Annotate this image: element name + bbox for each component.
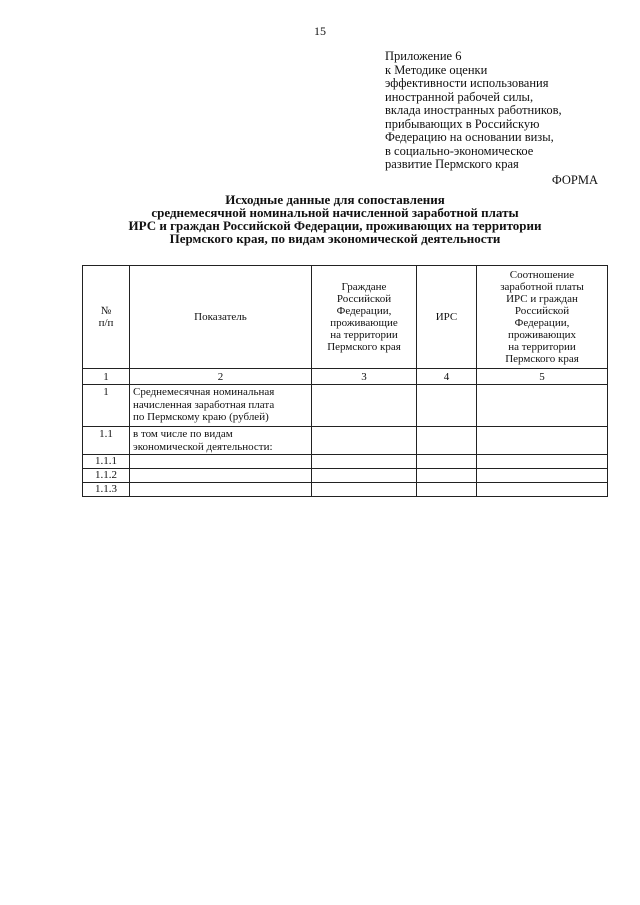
- column-number: 1: [83, 369, 130, 385]
- row-number: 1.1.1: [83, 455, 130, 469]
- row-indicator: в том числе по видам экономической деятельности:: [130, 427, 312, 455]
- cell-irs: [417, 385, 477, 427]
- appendix-line: Приложение 6: [385, 49, 462, 63]
- cell-irs: [417, 427, 477, 455]
- appendix-line: прибывающих в Российскую: [385, 116, 540, 131]
- page-number: 15: [314, 24, 326, 38]
- cell-citizens: [312, 483, 417, 497]
- row-indicator: Среднемесячная номинальная начисленная заработная плата по Пермскому краю (рублей): [130, 385, 312, 427]
- title-line: среднемесячной номинальной начисленной заработной платы: [151, 205, 519, 220]
- header-citizens: Граждане Российской Федерации, проживающие на территории Пермского края: [312, 266, 417, 369]
- cell-ratio: [477, 385, 608, 427]
- row-number: 1.1.2: [83, 469, 130, 483]
- cell-ratio: [477, 469, 608, 483]
- form-label: ФОРМА: [551, 173, 598, 187]
- cell-ratio: [477, 483, 608, 497]
- appendix-line: Федерацию на основании визы,: [385, 130, 554, 144]
- cell-ratio: [477, 427, 608, 455]
- cell-irs: [417, 469, 477, 483]
- table-row: [83, 455, 608, 469]
- column-number: 5: [477, 369, 608, 385]
- appendix-line: вклада иностранных работников,: [385, 103, 562, 117]
- header-irs: ИРС: [417, 266, 477, 369]
- cell-citizens: [312, 427, 417, 455]
- title-line: Пермского края, по видам экономической деятельности: [169, 231, 501, 246]
- title-line: ИРС и граждан Российской Федерации, проживающих на территории: [128, 218, 542, 233]
- cell-ratio: [477, 455, 608, 469]
- title-line: Исходные данные для сопоставления: [225, 192, 445, 207]
- header-indicator: Показатель: [130, 266, 312, 369]
- cell-irs: [417, 455, 477, 469]
- cell-citizens: [312, 385, 417, 427]
- column-number-row: [83, 369, 608, 385]
- table-row: [83, 427, 608, 455]
- appendix-line: к Методике оценки: [385, 62, 488, 77]
- data-table: [82, 265, 608, 497]
- column-number: 4: [417, 369, 477, 385]
- column-number: 3: [312, 369, 417, 385]
- cell-citizens: [312, 469, 417, 483]
- cell-citizens: [312, 455, 417, 469]
- row-number: 1.1.3: [83, 483, 130, 497]
- row-indicator: [130, 469, 312, 483]
- table-row: [83, 385, 608, 427]
- table-header-row: [83, 266, 608, 369]
- table-row: [83, 469, 608, 483]
- document-title: [70, 193, 600, 245]
- table-row: [83, 483, 608, 497]
- row-number: 1.1: [83, 427, 130, 455]
- row-number: 1: [83, 385, 130, 427]
- header-number: № п/п: [83, 266, 130, 369]
- row-indicator: [130, 455, 312, 469]
- column-number: 2: [130, 369, 312, 385]
- appendix-line: иностранной рабочей силы,: [385, 89, 534, 104]
- appendix-line: развитие Пермского края: [385, 157, 519, 171]
- appendix-line: в социально-экономическое: [385, 143, 534, 158]
- row-indicator: [130, 483, 312, 497]
- appendix-note: [385, 50, 625, 172]
- appendix-line: эффективности использования: [385, 76, 549, 90]
- header-ratio: Соотношение заработной платы ИРС и граждан Российской Федерации, проживающих на территории Пермского края: [477, 266, 608, 369]
- cell-irs: [417, 483, 477, 497]
